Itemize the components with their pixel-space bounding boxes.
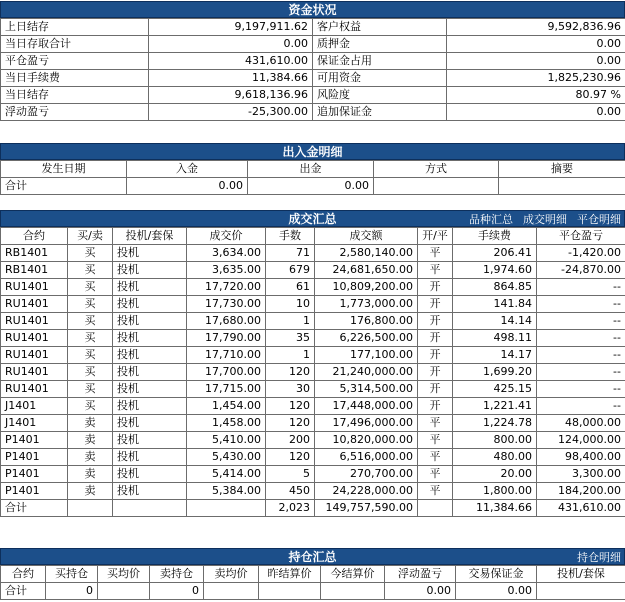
empty-cell bbox=[259, 583, 321, 600]
close-pnl-cell: 48,000.00 bbox=[537, 415, 625, 432]
table-row bbox=[1, 330, 625, 347]
amount-cell: 1,773,000.00 bbox=[315, 296, 418, 313]
side-cell: 卖 bbox=[68, 449, 113, 466]
fund-value: 0.00 bbox=[447, 104, 625, 121]
position-total-row bbox=[1, 583, 625, 600]
column-header: 手续费 bbox=[453, 228, 537, 245]
empty-cell bbox=[98, 583, 150, 600]
fund-value: 0.00 bbox=[447, 36, 625, 53]
spec-hedge-cell: 投机 bbox=[113, 466, 187, 483]
price-cell: 5,384.00 bbox=[187, 483, 266, 500]
open-close-cell: 开 bbox=[418, 279, 453, 296]
spec-hedge-cell: 投机 bbox=[113, 398, 187, 415]
fee-cell: 141.84 bbox=[453, 296, 537, 313]
total-summary bbox=[499, 178, 625, 195]
trade-header-row bbox=[1, 228, 625, 245]
spec-hedge-cell: 投机 bbox=[113, 432, 187, 449]
table-row bbox=[1, 449, 625, 466]
cash-flow-section bbox=[0, 143, 625, 195]
contract-cell: P1401 bbox=[1, 483, 68, 500]
fund-value: 11,384.66 bbox=[149, 70, 313, 87]
price-cell: 17,710.00 bbox=[187, 347, 266, 364]
amount-cell: 10,820,000.00 bbox=[315, 432, 418, 449]
column-header: 发生日期 bbox=[1, 161, 127, 178]
fund-label: 当日结存 bbox=[1, 87, 149, 104]
trade-summary-header bbox=[0, 210, 625, 227]
close-pnl-cell: 98,400.00 bbox=[537, 449, 625, 466]
contract-cell: RB1401 bbox=[1, 262, 68, 279]
column-header: 买/卖 bbox=[68, 228, 113, 245]
fee-cell: 1,224.78 bbox=[453, 415, 537, 432]
side-cell: 卖 bbox=[68, 466, 113, 483]
lots-cell: 120 bbox=[266, 415, 315, 432]
cash-flow-header bbox=[0, 143, 625, 160]
fee-cell: 1,974.60 bbox=[453, 262, 537, 279]
empty-cell bbox=[68, 500, 113, 517]
open-close-cell: 开 bbox=[418, 347, 453, 364]
cash-flow-header-row bbox=[1, 161, 625, 178]
side-cell: 买 bbox=[68, 296, 113, 313]
contract-cell: P1401 bbox=[1, 466, 68, 483]
column-header: 成交额 bbox=[315, 228, 418, 245]
open-close-cell: 平 bbox=[418, 432, 453, 449]
total-label: 合计 bbox=[1, 178, 127, 195]
fee-cell: 1,221.41 bbox=[453, 398, 537, 415]
fund-label: 追加保证金 bbox=[313, 104, 447, 121]
close-pnl-cell: -1,420.00 bbox=[537, 245, 625, 262]
amount-cell: 5,314,500.00 bbox=[315, 381, 418, 398]
trade-summary-title: 成交汇总 bbox=[288, 212, 337, 226]
table-row bbox=[1, 313, 625, 330]
open-close-cell: 开 bbox=[418, 313, 453, 330]
total-pnl: 431,610.00 bbox=[537, 500, 625, 517]
side-cell: 买 bbox=[68, 381, 113, 398]
open-close-cell: 平 bbox=[418, 415, 453, 432]
trade-detail-link[interactable]: 成交明细 bbox=[523, 213, 567, 226]
total-lots: 2,023 bbox=[266, 500, 315, 517]
lots-cell: 120 bbox=[266, 398, 315, 415]
side-cell: 买 bbox=[68, 398, 113, 415]
position-summary-header bbox=[0, 548, 625, 565]
column-header: 开/平 bbox=[418, 228, 453, 245]
close-pnl-cell: -- bbox=[537, 398, 625, 415]
column-header: 方式 bbox=[374, 161, 499, 178]
contract-cell: RU1401 bbox=[1, 330, 68, 347]
fund-row bbox=[1, 87, 625, 104]
fee-cell: 1,699.20 bbox=[453, 364, 537, 381]
total-method bbox=[374, 178, 499, 195]
spec-hedge-cell: 投机 bbox=[113, 279, 187, 296]
price-cell: 1,454.00 bbox=[187, 398, 266, 415]
open-close-cell: 开 bbox=[418, 398, 453, 415]
fund-value: 9,618,136.96 bbox=[149, 87, 313, 104]
empty-cell bbox=[187, 500, 266, 517]
amount-cell: 2,580,140.00 bbox=[315, 245, 418, 262]
cash-flow-title: 出入金明细 bbox=[282, 145, 343, 159]
fund-value: 9,592,836.96 bbox=[447, 19, 625, 36]
fund-value: 80.97 % bbox=[447, 87, 625, 104]
fund-label: 质押金 bbox=[313, 36, 447, 53]
price-cell: 3,635.00 bbox=[187, 262, 266, 279]
side-cell: 卖 bbox=[68, 432, 113, 449]
table-row bbox=[1, 398, 625, 415]
side-cell: 买 bbox=[68, 330, 113, 347]
lots-cell: 5 bbox=[266, 466, 315, 483]
open-close-cell: 开 bbox=[418, 381, 453, 398]
open-close-cell: 开 bbox=[418, 296, 453, 313]
cash-flow-total-row bbox=[1, 178, 625, 195]
open-close-cell: 平 bbox=[418, 466, 453, 483]
column-header: 买持仓 bbox=[46, 566, 98, 583]
fee-cell: 1,800.00 bbox=[453, 483, 537, 500]
fund-value: 1,825,230.96 bbox=[447, 70, 625, 87]
fund-status-header bbox=[0, 1, 625, 18]
lots-cell: 120 bbox=[266, 449, 315, 466]
amount-cell: 176,800.00 bbox=[315, 313, 418, 330]
side-cell: 卖 bbox=[68, 415, 113, 432]
column-header: 成交价 bbox=[187, 228, 266, 245]
position-header-row bbox=[1, 566, 625, 583]
price-cell: 17,680.00 bbox=[187, 313, 266, 330]
table-row bbox=[1, 483, 625, 500]
spec-hedge-cell: 投机 bbox=[113, 449, 187, 466]
lots-cell: 1 bbox=[266, 313, 315, 330]
contract-cell: J1401 bbox=[1, 415, 68, 432]
close-pnl-cell: 124,000.00 bbox=[537, 432, 625, 449]
contract-cell: RU1401 bbox=[1, 296, 68, 313]
table-row bbox=[1, 415, 625, 432]
contract-cell: RU1401 bbox=[1, 381, 68, 398]
close-pnl-cell: 3,300.00 bbox=[537, 466, 625, 483]
total-deposit: 0.00 bbox=[127, 178, 248, 195]
lots-cell: 679 bbox=[266, 262, 315, 279]
spec-hedge-cell: 投机 bbox=[113, 245, 187, 262]
trade-summary-section bbox=[0, 210, 625, 517]
fee-cell: 206.41 bbox=[453, 245, 537, 262]
fee-cell: 14.17 bbox=[453, 347, 537, 364]
fee-cell: 425.15 bbox=[453, 381, 537, 398]
amount-cell: 270,700.00 bbox=[315, 466, 418, 483]
side-cell: 卖 bbox=[68, 483, 113, 500]
contract-cell: RU1401 bbox=[1, 347, 68, 364]
fund-status-section bbox=[0, 1, 625, 121]
lots-cell: 450 bbox=[266, 483, 315, 500]
total-buy-position: 0 bbox=[46, 583, 98, 600]
column-header: 手数 bbox=[266, 228, 315, 245]
table-row bbox=[1, 262, 625, 279]
spec-hedge-cell: 投机 bbox=[113, 364, 187, 381]
close-pnl-cell: -- bbox=[537, 347, 625, 364]
total-floating-pnl: 0.00 bbox=[385, 583, 456, 600]
trade-total-row bbox=[1, 500, 625, 517]
column-header: 买均价 bbox=[98, 566, 150, 583]
fund-label: 保证金占用 bbox=[313, 53, 447, 70]
fee-cell: 480.00 bbox=[453, 449, 537, 466]
close-detail-link[interactable]: 平仓明细 bbox=[577, 213, 621, 226]
amount-cell: 6,516,000.00 bbox=[315, 449, 418, 466]
variety-summary-link[interactable]: 品种汇总 bbox=[469, 213, 513, 226]
column-header: 卖持仓 bbox=[150, 566, 204, 583]
open-close-cell: 平 bbox=[418, 449, 453, 466]
contract-cell: J1401 bbox=[1, 398, 68, 415]
side-cell: 买 bbox=[68, 347, 113, 364]
contract-cell: RU1401 bbox=[1, 364, 68, 381]
price-cell: 5,414.00 bbox=[187, 466, 266, 483]
open-close-cell: 开 bbox=[418, 364, 453, 381]
cash-flow-table bbox=[0, 160, 625, 195]
fee-cell: 14.14 bbox=[453, 313, 537, 330]
fund-value: 0.00 bbox=[447, 53, 625, 70]
column-header: 投机/套保 bbox=[113, 228, 187, 245]
fund-label: 客户权益 bbox=[313, 19, 447, 36]
table-row bbox=[1, 347, 625, 364]
fund-row bbox=[1, 53, 625, 70]
fund-label: 当日手续费 bbox=[1, 70, 149, 87]
total-amount: 149,757,590.00 bbox=[315, 500, 418, 517]
contract-cell: RU1401 bbox=[1, 313, 68, 330]
spec-hedge-cell: 投机 bbox=[113, 262, 187, 279]
side-cell: 买 bbox=[68, 245, 113, 262]
open-close-cell: 平 bbox=[418, 262, 453, 279]
price-cell: 17,715.00 bbox=[187, 381, 266, 398]
fund-value: -25,300.00 bbox=[149, 104, 313, 121]
close-pnl-cell: -24,870.00 bbox=[537, 262, 625, 279]
total-label: 合计 bbox=[1, 583, 46, 600]
empty-cell bbox=[113, 500, 187, 517]
column-header: 投机/套保 bbox=[537, 566, 625, 583]
close-pnl-cell: -- bbox=[537, 313, 625, 330]
position-summary-table bbox=[0, 565, 625, 600]
total-margin: 0.00 bbox=[456, 583, 537, 600]
table-row bbox=[1, 432, 625, 449]
price-cell: 17,730.00 bbox=[187, 296, 266, 313]
fund-status-table bbox=[0, 18, 625, 121]
open-close-cell: 开 bbox=[418, 330, 453, 347]
position-summary-links bbox=[567, 549, 621, 566]
lots-cell: 10 bbox=[266, 296, 315, 313]
total-withdrawal: 0.00 bbox=[248, 178, 374, 195]
trade-summary-links bbox=[459, 211, 621, 228]
lots-cell: 71 bbox=[266, 245, 315, 262]
side-cell: 买 bbox=[68, 364, 113, 381]
fund-value: 9,197,911.62 bbox=[149, 19, 313, 36]
lots-cell: 61 bbox=[266, 279, 315, 296]
fee-cell: 864.85 bbox=[453, 279, 537, 296]
lots-cell: 1 bbox=[266, 347, 315, 364]
table-row bbox=[1, 381, 625, 398]
close-pnl-cell: 184,200.00 bbox=[537, 483, 625, 500]
side-cell: 买 bbox=[68, 279, 113, 296]
lots-cell: 30 bbox=[266, 381, 315, 398]
table-row bbox=[1, 466, 625, 483]
fund-label: 上日结存 bbox=[1, 19, 149, 36]
spec-hedge-cell: 投机 bbox=[113, 330, 187, 347]
fund-row bbox=[1, 19, 625, 36]
amount-cell: 10,809,200.00 bbox=[315, 279, 418, 296]
price-cell: 17,790.00 bbox=[187, 330, 266, 347]
fee-cell: 800.00 bbox=[453, 432, 537, 449]
empty-cell bbox=[321, 583, 385, 600]
column-header: 出金 bbox=[248, 161, 374, 178]
contract-cell: RB1401 bbox=[1, 245, 68, 262]
fund-label: 可用资金 bbox=[313, 70, 447, 87]
open-close-cell: 平 bbox=[418, 245, 453, 262]
price-cell: 1,458.00 bbox=[187, 415, 266, 432]
position-summary-section bbox=[0, 548, 625, 600]
amount-cell: 17,496,000.00 bbox=[315, 415, 418, 432]
amount-cell: 24,681,650.00 bbox=[315, 262, 418, 279]
amount-cell: 24,228,000.00 bbox=[315, 483, 418, 500]
table-row bbox=[1, 364, 625, 381]
column-header: 交易保证金 bbox=[456, 566, 537, 583]
spec-hedge-cell: 投机 bbox=[113, 313, 187, 330]
table-row bbox=[1, 245, 625, 262]
spec-hedge-cell: 投机 bbox=[113, 347, 187, 364]
column-header: 合约 bbox=[1, 566, 46, 583]
empty-cell bbox=[418, 500, 453, 517]
fund-value: 0.00 bbox=[149, 36, 313, 53]
close-pnl-cell: -- bbox=[537, 296, 625, 313]
close-pnl-cell: -- bbox=[537, 364, 625, 381]
amount-cell: 177,100.00 bbox=[315, 347, 418, 364]
fund-label: 风险度 bbox=[313, 87, 447, 104]
fund-value: 431,610.00 bbox=[149, 53, 313, 70]
price-cell: 17,720.00 bbox=[187, 279, 266, 296]
table-row bbox=[1, 296, 625, 313]
column-header: 卖均价 bbox=[204, 566, 259, 583]
contract-cell: P1401 bbox=[1, 449, 68, 466]
close-pnl-cell: -- bbox=[537, 279, 625, 296]
column-header: 浮动盈亏 bbox=[385, 566, 456, 583]
table-row bbox=[1, 279, 625, 296]
column-header: 今结算价 bbox=[321, 566, 385, 583]
fund-label: 当日存取合计 bbox=[1, 36, 149, 53]
lots-cell: 200 bbox=[266, 432, 315, 449]
lots-cell: 120 bbox=[266, 364, 315, 381]
position-summary-title: 持仓汇总 bbox=[288, 550, 337, 564]
fee-cell: 20.00 bbox=[453, 466, 537, 483]
column-header: 入金 bbox=[127, 161, 248, 178]
total-sell-position: 0 bbox=[150, 583, 204, 600]
spec-hedge-cell: 投机 bbox=[113, 415, 187, 432]
contract-cell: P1401 bbox=[1, 432, 68, 449]
fund-row bbox=[1, 36, 625, 53]
contract-cell: RU1401 bbox=[1, 279, 68, 296]
column-header: 昨结算价 bbox=[259, 566, 321, 583]
fund-row bbox=[1, 70, 625, 87]
fee-cell: 498.11 bbox=[453, 330, 537, 347]
column-header: 合约 bbox=[1, 228, 68, 245]
spec-hedge-cell: 投机 bbox=[113, 381, 187, 398]
column-header: 摘要 bbox=[499, 161, 625, 178]
empty-cell bbox=[537, 583, 625, 600]
position-detail-link[interactable]: 持仓明细 bbox=[577, 551, 621, 564]
column-header: 平仓盈亏 bbox=[537, 228, 625, 245]
price-cell: 3,634.00 bbox=[187, 245, 266, 262]
lots-cell: 35 bbox=[266, 330, 315, 347]
fund-row bbox=[1, 104, 625, 121]
total-fee: 11,384.66 bbox=[453, 500, 537, 517]
close-pnl-cell: -- bbox=[537, 330, 625, 347]
open-close-cell: 平 bbox=[418, 483, 453, 500]
fund-label: 平仓盈亏 bbox=[1, 53, 149, 70]
fund-status-title: 资金状况 bbox=[288, 3, 337, 17]
spec-hedge-cell: 投机 bbox=[113, 483, 187, 500]
price-cell: 5,410.00 bbox=[187, 432, 266, 449]
price-cell: 17,700.00 bbox=[187, 364, 266, 381]
amount-cell: 17,448,000.00 bbox=[315, 398, 418, 415]
trade-summary-table bbox=[0, 227, 625, 517]
side-cell: 买 bbox=[68, 313, 113, 330]
side-cell: 买 bbox=[68, 262, 113, 279]
price-cell: 5,430.00 bbox=[187, 449, 266, 466]
fund-label: 浮动盈亏 bbox=[1, 104, 149, 121]
total-label: 合计 bbox=[1, 500, 68, 517]
close-pnl-cell: -- bbox=[537, 381, 625, 398]
empty-cell bbox=[204, 583, 259, 600]
spec-hedge-cell: 投机 bbox=[113, 296, 187, 313]
amount-cell: 21,240,000.00 bbox=[315, 364, 418, 381]
amount-cell: 6,226,500.00 bbox=[315, 330, 418, 347]
